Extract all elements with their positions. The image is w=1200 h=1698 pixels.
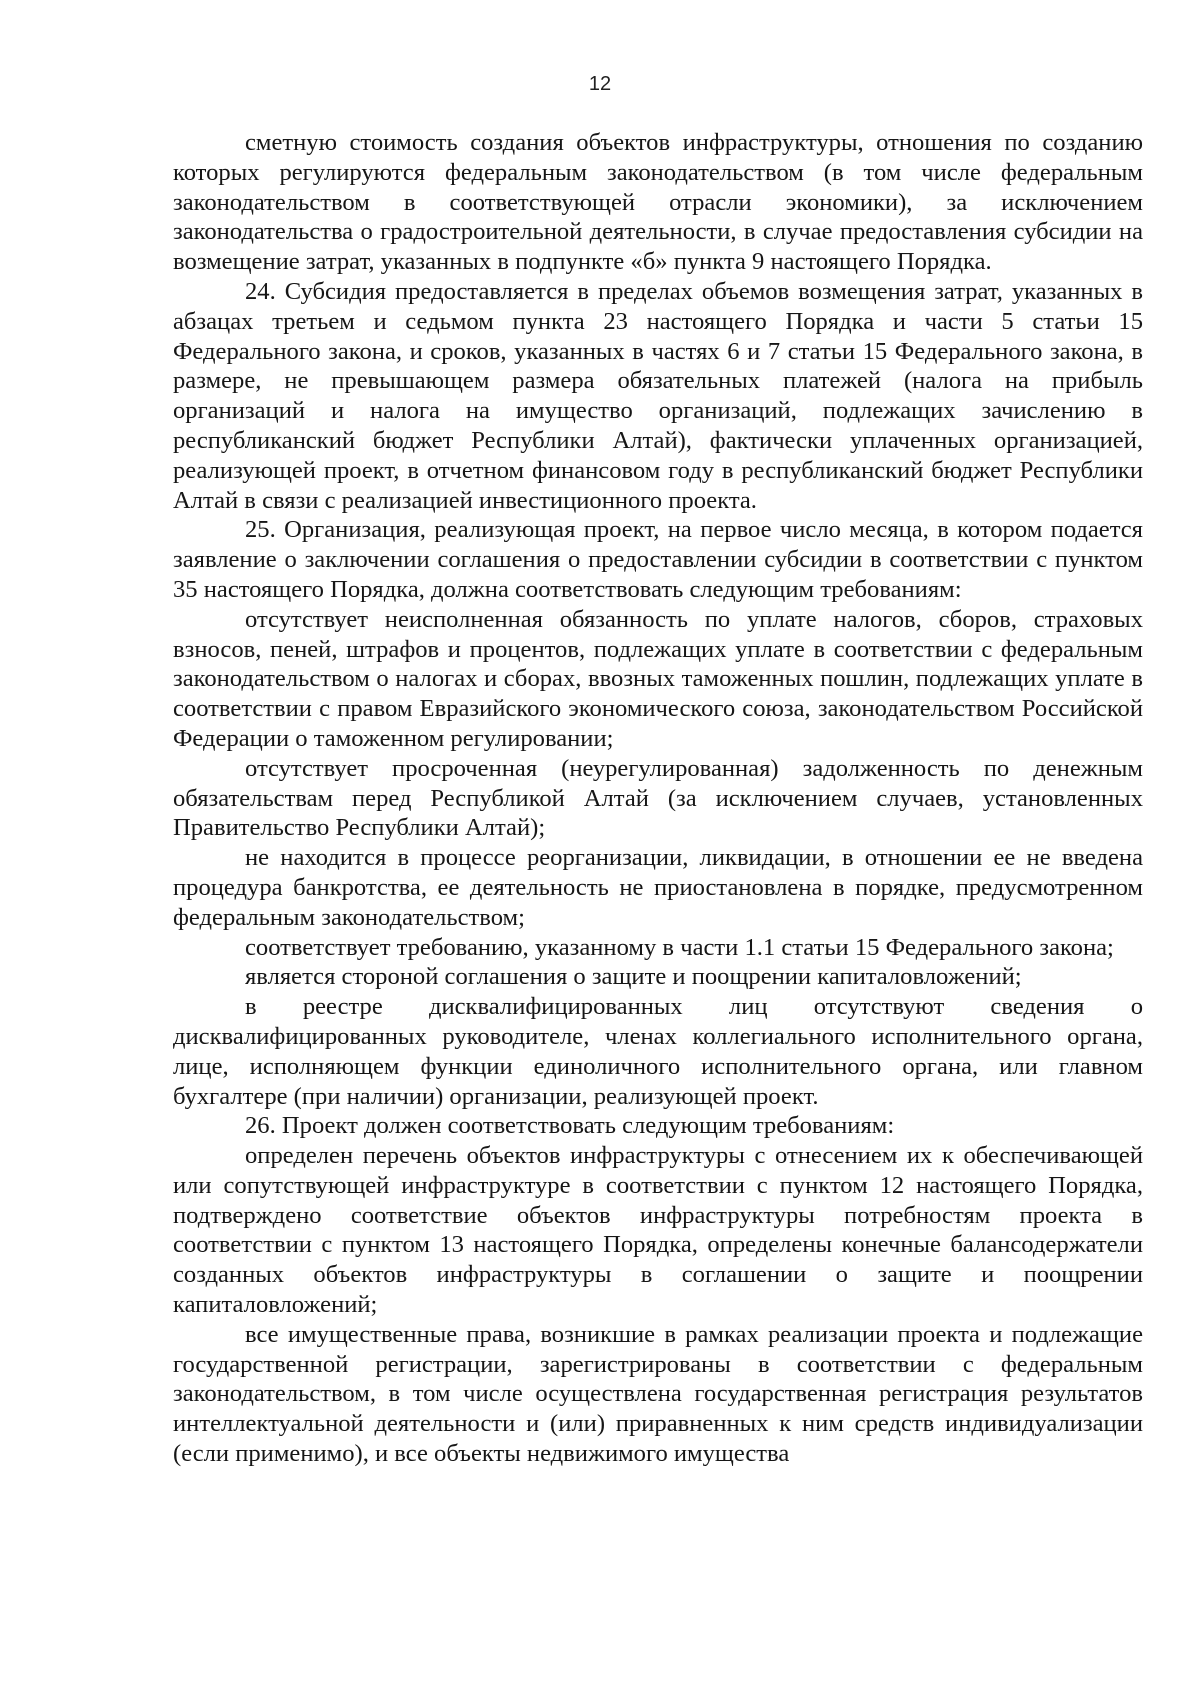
requirement-no-reorganization: не находится в процессе реорганизации, ликвидации, в отношении ее не введена процедура банкротства, ее деятельность не приостановлена в порядке, предусмотренном федеральным законодательством; (173, 844, 1143, 931)
requirement-part-1-1: соответствует требованию, указанному в части 1.1 статьи 15 Федерального закона; (245, 933, 1114, 961)
document-body (173, 128, 1143, 1469)
project-requirement-infrastructure: определен перечень объектов инфраструктуры с отнесением их к обеспечивающей или сопутствующей инфраструктуре в соответствии с пунктом 12 настоящего Порядка, подтверждено соответствие объектов инфраструктуры потребностям проекта в соответствии с пунктом 13 настоящего Порядка, определены конечные балансодержатели созданных объектов инфраструктуры в соглашении о защите и поощрении капиталовложений; (173, 1142, 1143, 1319)
paragraph-clause-24: 24. Субсидия предоставляется в пределах объемов возмещения затрат, указанных в абзацах третьем и седьмом пункта 23 настоящего Порядка и части 5 статьи 15 Федерального закона, и сроков, указанных в частях 6 и 7 статьи 15 Федерального закона, в размере, не превышающем размера обязательных платежей (налога на прибыль организаций и налога на имущество организаций, подлежащих зачислению в республиканский бюджет Республики Алтай), фактически уплаченных организацией, реализующей проект, в отчетном финансовом году в республиканский бюджет Республики Алтай в связи с реализацией инвестиционного проекта. (173, 277, 1143, 514)
page-number: 12 (588, 73, 612, 95)
requirement-agreement-party: является стороной соглашения о защите и поощрении капиталовложений; (245, 963, 1022, 991)
requirement-no-disqualified: в реестре дисквалифицированных лиц отсутствуют сведения о дисквалифицированных руководителе, членах коллегиального исполнительного органа, лице, исполняющем функции единоличного исполнительного органа, или главном бухгалтере (при наличии) организации, реализующей проект. (173, 993, 1143, 1110)
project-requirement-property-rights: все имущественные права, возникшие в рамках реализации проекта и подлежащие государственной регистрации, зарегистрированы в соответствии с федеральным законодательством, в том числе осуществлена государственная регистрация результатов интеллектуальной деятельности и (или) приравненных к ним средств индивидуализации (если применимо), и все объекты недвижимого имущества (173, 1320, 1143, 1468)
paragraph-clause-26: 26. Проект должен соответствовать следующим требованиям: (245, 1112, 895, 1140)
paragraph-clause-25: 25. Организация, реализующая проект, на первое число месяца, в котором подается заявление о заключении соглашения о предоставлении субсидии в соответствии с пунктом 35 настоящего Порядка, должна соответствовать следующим требованиям: (173, 516, 1143, 603)
paragraph-continuation: сметную стоимость создания объектов инфраструктуры, отношения по созданию которых регулируются федеральным законодательством (в том числе федеральным законодательством в соответствующей отрасли экономики), за исключением законодательства о градостроительной деятельности, в случае предоставления субсидии на возмещение затрат, указанных в подпункте «б» пункта 9 настоящего Порядка. (173, 129, 1143, 276)
requirement-no-overdue-debt: отсутствует просроченная (неурегулированная) задолженность по денежным обязательствам перед Республикой Алтай (за исключением случаев, установленных Правительство Республики Алтай); (173, 754, 1143, 842)
requirement-no-tax-debt: отсутствует неисполненная обязанность по уплате налогов, сборов, страховых взносов, пеней, штрафов и процентов, подлежащих уплате в соответствии с федеральным законодательством о налогах и сборах, ввозных таможенных пошлин, подлежащих уплате в соответствии с правом Евразийского экономического союза, законодательством Российской Федерации о таможенном регулировании; (173, 605, 1143, 752)
